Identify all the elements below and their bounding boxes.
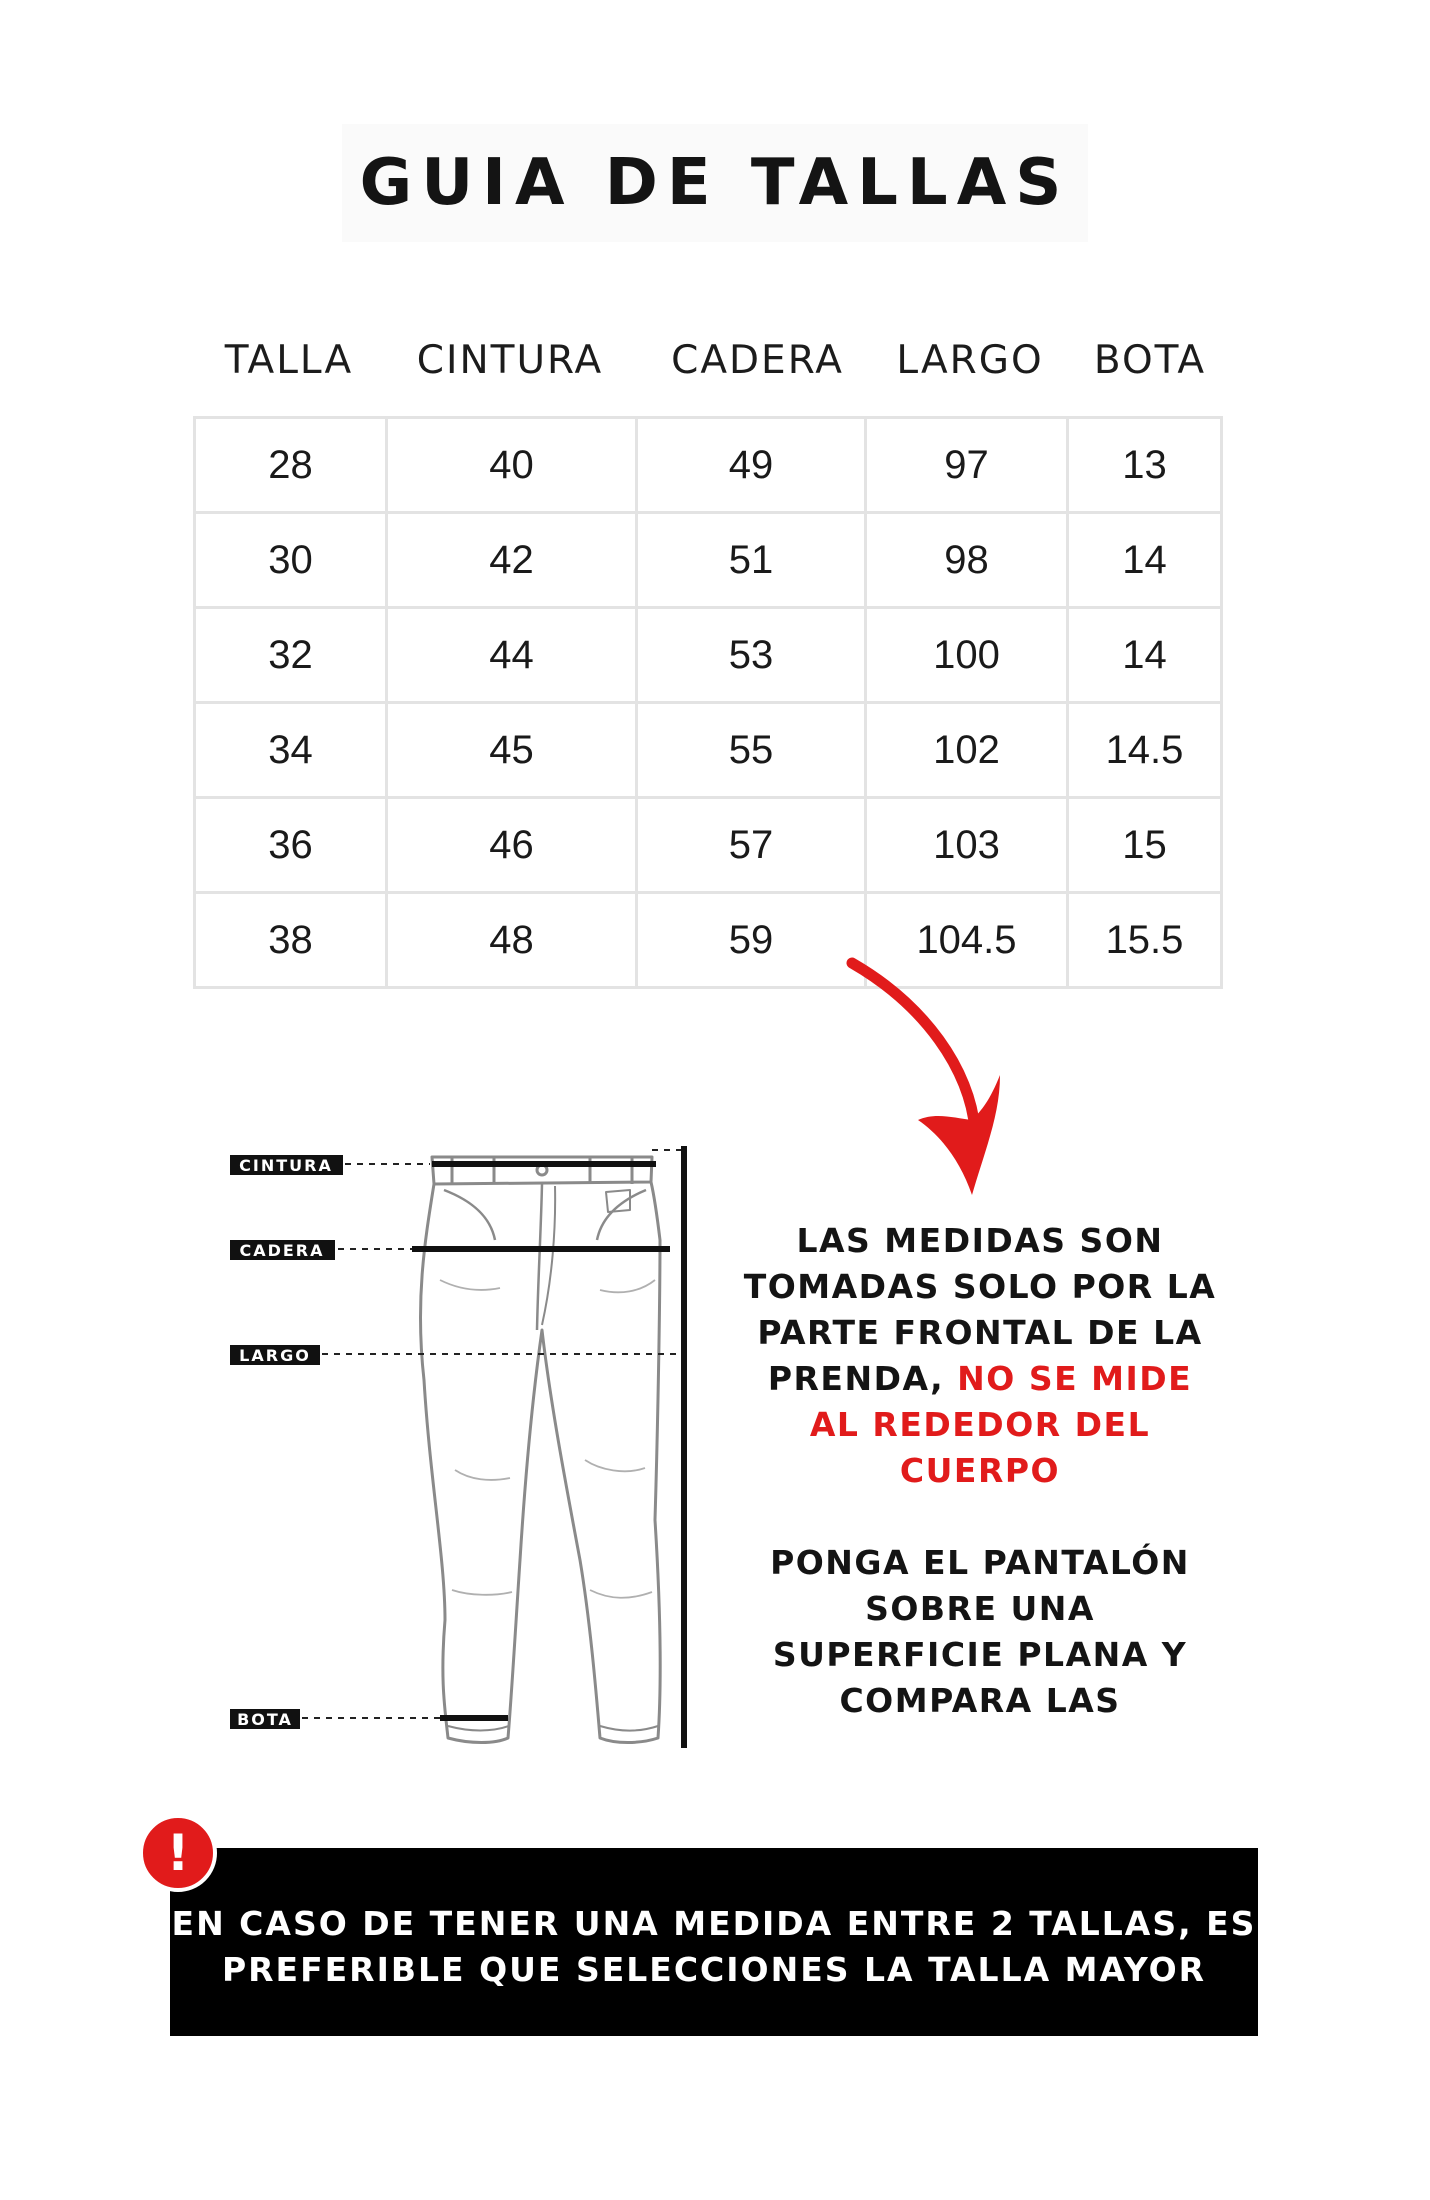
label-tag-cadera	[230, 1240, 335, 1260]
warning-banner	[170, 1848, 1258, 2036]
table-cell: 103	[866, 798, 1068, 893]
note-line: LAS MEDIDAS SON	[796, 1221, 1164, 1260]
label-cadera: CADERA	[239, 1241, 325, 1260]
table-cell: 14	[1068, 608, 1222, 703]
column-header-talla: TALLA	[224, 338, 354, 383]
note-line: PONGA EL PANTALÓN	[770, 1543, 1190, 1582]
table-cell: 14.5	[1068, 703, 1222, 798]
label-largo: LARGO	[239, 1346, 311, 1365]
warning-text	[172, 1901, 1257, 1993]
page-title: GUIA DE TALLAS	[359, 146, 1071, 220]
label-tag-cintura	[230, 1155, 343, 1175]
note-line: COMPARA LAS	[839, 1681, 1121, 1720]
table-cell: 100	[866, 608, 1068, 703]
measurement-note	[720, 1218, 1240, 1494]
note-line	[720, 1356, 1240, 1402]
table-cell: 59	[637, 893, 866, 988]
table-cell: 49	[637, 418, 866, 513]
table-cell: 57	[637, 798, 866, 893]
table-cell: 28	[195, 418, 387, 513]
label-tag-largo	[230, 1345, 320, 1365]
instruction-note	[720, 1540, 1240, 1724]
table-cell: 36	[195, 798, 387, 893]
label-cintura: CINTURA	[239, 1156, 333, 1175]
table-cell: 42	[387, 513, 637, 608]
note-highlight: NO SE MIDE	[957, 1359, 1193, 1398]
note-text: PRENDA,	[767, 1359, 958, 1398]
column-header-largo: LARGO	[896, 338, 1044, 383]
table-cell: 51	[637, 513, 866, 608]
table-cell: 15	[1068, 798, 1222, 893]
note-line: TOMADAS SOLO POR LA	[743, 1267, 1217, 1306]
table-cell: 40	[387, 418, 637, 513]
table-cell: 30	[195, 513, 387, 608]
note-line: SUPERFICIE PLANA Y	[772, 1635, 1188, 1674]
table-cell: 46	[387, 798, 637, 893]
table-cell: 98	[866, 513, 1068, 608]
table-cell: 55	[637, 703, 866, 798]
warning-line: EN CASO DE TENER UNA MEDIDA ENTRE 2 TALLAS, ES	[171, 1904, 1257, 1943]
note-line: SOBRE UNA	[865, 1589, 1095, 1628]
label-tag-bota	[230, 1709, 300, 1729]
table-cell: 32	[195, 608, 387, 703]
table-cell: 34	[195, 703, 387, 798]
table-cell: 15.5	[1068, 893, 1222, 988]
table-cell: 38	[195, 893, 387, 988]
table-cell: 102	[866, 703, 1068, 798]
label-bota: BOTA	[237, 1710, 293, 1729]
column-header-bota: BOTA	[1093, 338, 1207, 383]
note-highlight: CUERPO	[899, 1451, 1061, 1490]
column-header-cintura: CINTURA	[416, 338, 604, 383]
table-cell: 14	[1068, 513, 1222, 608]
exclamation-icon: !	[139, 1814, 217, 1892]
table-cell: 48	[387, 893, 637, 988]
column-header-cadera: CADERA	[671, 338, 844, 383]
table-cell: 97	[866, 418, 1068, 513]
table-cell: 44	[387, 608, 637, 703]
pants-icon	[420, 1157, 660, 1743]
table-cell: 53	[637, 608, 866, 703]
table-cell: 45	[387, 703, 637, 798]
table-cell: 13	[1068, 418, 1222, 513]
red-arrow-icon	[852, 963, 1000, 1195]
table-cell: 104.5	[866, 893, 1068, 988]
note-highlight: AL REDEDOR DEL	[809, 1405, 1151, 1444]
warning-line: PREFERIBLE QUE SELECCIONES LA TALLA MAYOR	[221, 1950, 1207, 1989]
note-line: PARTE FRONTAL DE LA	[757, 1313, 1203, 1352]
